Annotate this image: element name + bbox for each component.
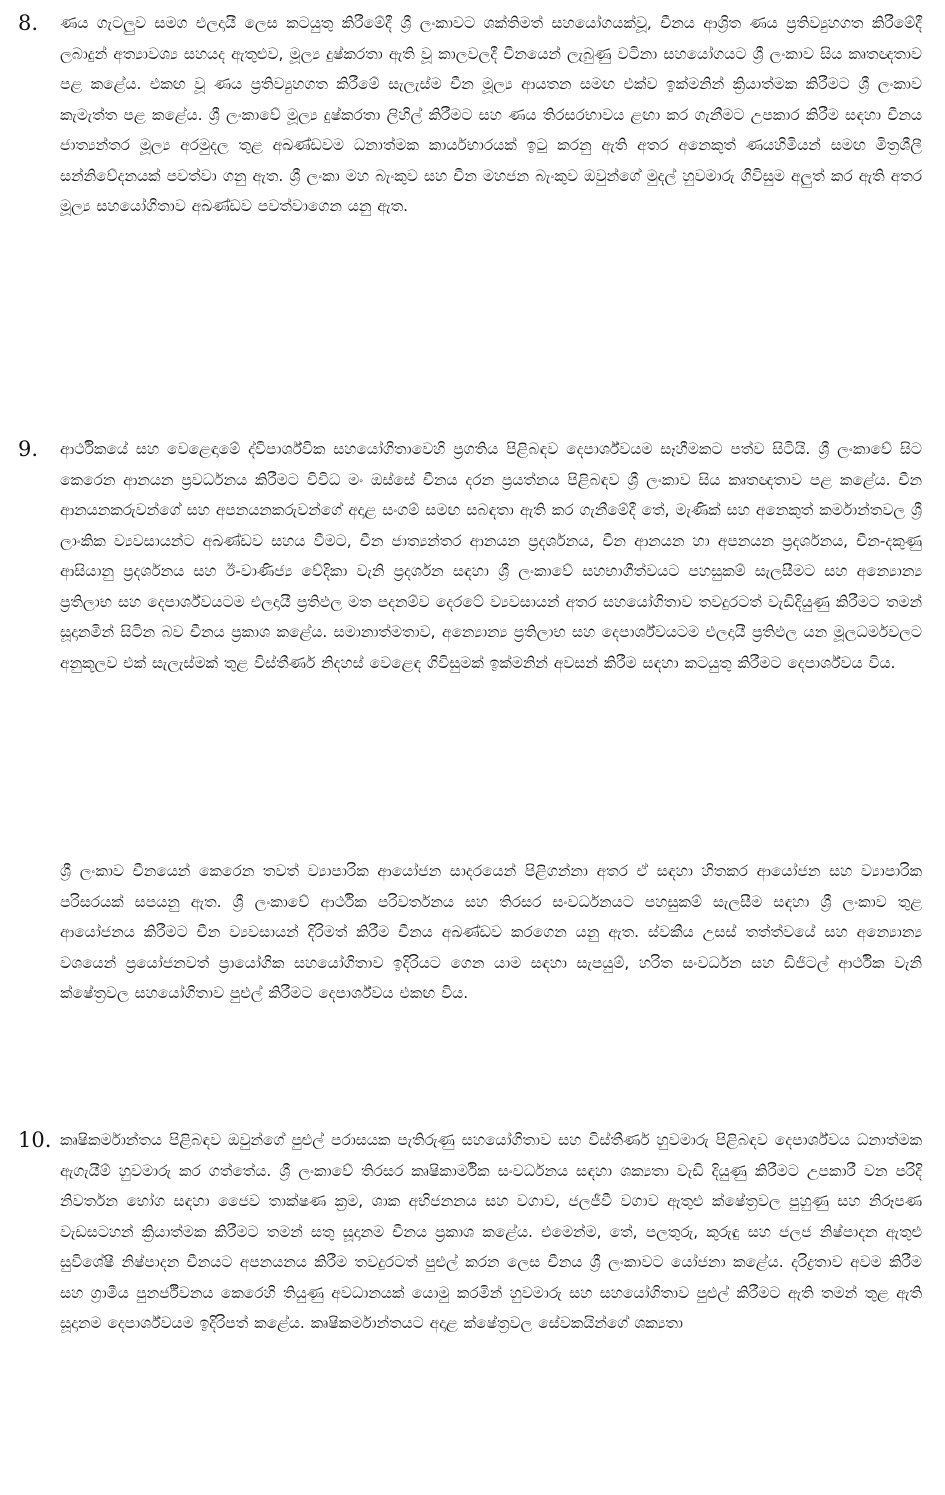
paragraph-text: ණය ගැටලුව සමග එලදායී ලෙස කටයුතු කිරීමේදී ශ්‍රී ලංකාවට ශක්තිමත් සහයෝගයක්වූ, චීනය ආශ්‍රිත ණය ප්‍රතිව්‍යුහගත කිරීමේදී ලබාදුන් අත්‍යාවශ්‍ය සහයද ඇතුළුව, මූල්‍ය දුෂ්කරතා ඇති වූ කාලවලදී චීනයෙන් ලැබුණු වටිනා සහයෝගයට ශ්‍රී ලංකාව සිය කෘතඥතාව පළ කළේය. එකඟ වූ ණය ප්‍රතිව්‍යුහගත කිරීමේ සැලැස්ම චීන මූල්‍ය ආයතන සමඟ එක්ව ඉක්මනින් ක්‍රියාත්මක කිරීමට ශ්‍රී ලංකාව කැමැත්ත පළ කළේය. ශ්‍රී ලංකාවේ මූල්‍ය දුෂ්කරතා ලිහිල් කිරීමට සහ ණය තිරසරභාවය ළඟා කර ගැනීමට උපකාර කිරීම සඳහා චීනය ජාත්‍යන්තර මූල්‍ය අරමුදල තුළ අඛණ්ඩවම ධනාත්මක කාර්යභාරයක් ඉටු කරනු ඇති අතර අනෙකුත් ණයහිමියන් සමඟ මිත්‍රශීලී සන්නිවේදනයක් පවත්වා ගනු ඇත. ශ්‍රී ලංකා මහ බැංකුව සහ චීන මහජන බැංකුව ඔවුන්ගේ මුදල් හුවමාරු ගිවිසුම අලුත් කර ඇති අතර මූල්‍ය සහයෝගිතාව අඛණ්ඩව පවත්වාගෙන යනු ඇත. — [60, 14, 922, 215]
paragraph-number: 9. — [18, 437, 39, 461]
paragraph-text: ආර්ථිකයේ සහ වෙළෙඳාමේ ද්විපාර්ශ්වික සහයෝගිතාවෙහි ප්‍රගතිය පිළිබඳව දෙපාර්ශ්වයම සෑහීමකට පත්ව සිටියි. ශ්‍රී ලංකාවේ සිට කෙරෙන ආනයන ප්‍රවර්ධනය කිරීමට විවිධ මං ඔස්සේ චීනය දරන ප්‍රයත්නය පිළිබඳව ශ්‍රී ලංකාව සිය කෘතඥතාව පළ කළේය. චීන ආනයනකරුවන්ගේ සහ අපනයනකරුවන්ගේ අදාළ සංගම් සමඟ සබඳතා ඇති කර ගැනීමේදී තේ, මැණික් සහ අනෙකුත් කර්මාන්තවල ශ්‍රී ලාංකික ව්‍යවසායන්ට අඛණ්ඩව සහය වීමට, චීන ජාත්‍යන්තර ආනයන ප්‍රදර්ශනය, චීන ආනයන හා අපනයන ප්‍රදර්ශනය, චීන-දකුණු ආසියානු ප්‍රදර්ශනය සහ ඊ-වාණිජ්‍ය වේදිකා වැනි ප්‍රදර්ශන සඳහා ශ්‍රී ලංකාවේ සහභාගීත්වයට පහසුකම් සැලසීමට සහ අන්‍යොන්‍ය ප්‍රතිලාභ සහ දෙපාර්ශ්වයටම එලදායී ප්‍රතිඵල මත පදනම්ව දෙරටේ ව්‍යවසායන් අතර සහයෝගිතාව තවදුරටත් වැඩිදියුණු කිරීමට තමන් සූදානමින් සිටින බව චීනය ප්‍රකාශ කළේය. සමානාත්මතාව, අන්‍යොන්‍ය ප්‍රතිලාභ සහ දෙපාර්ශ්වයටම එලදායී ප්‍රතිඵල යන මූලධර්මවලට අනුකූලව එක් සැලැස්මක් තුළ විස්තීර්ණ නිදහස් වෙළෙඳ ගිවිසුමක් ඉක්මනින් අවසන් කිරීම සඳහා කටයුතු කිරීමට දෙපාර්ශ්වය විය. — [60, 440, 922, 672]
paragraph-number: 8. — [18, 11, 39, 35]
paragraph-text: කෘෂිකර්මාන්තය පිළිබඳව ඔවුන්ගේ පුළුල් පරාසයක පැතිරුණු සහයෝගිතාව සහ විස්තීර්ණ හුවමාරු පිළිබඳව දෙපාර්ශ්වය ධනාත්මක ඇගැයීම් හුවමාරු කර ගත්තේය. ශ්‍රී ලංකාවේ තිරසර කෘෂිකාර්මික සංවර්ධනය සඳහා ශක්‍යතා වැඩි දියුණු කිරීමට උපකාරී වන පරිදි නිවර්තන භෝග සඳහා ජෛව තාක්ෂණ ක්‍රම, ශාක අභිජනනය සහ වගාව, ජලජීවී වගාව ඇතුළු ක්ෂේත්‍රවල පුහුණු සහ නිරූපණ වැඩසටහන් ක්‍රියාත්මක කිරීමට තමන් සතු සූදානම චීනය ප්‍රකාශ කළේය. එමෙන්ම, තේ, පලතුරු, කුරුඳු සහ ජලජ නිෂ්පාදන ඇතුළු සුවිශේෂී නිෂ්පාදන චීනයට අපනයනය කිරීම තවදුරටත් පුළුල් කරන ලෙස චීනය ශ්‍රී ලංකාවට යෝජනා කළේය. දරිද්‍රතාව අවම කිරීම සහ ග්‍රාමීය පුනර්ජීවනය කෙරෙහි තියුණු අවධානයක් යොමු කරමින් හුවමාරු සහ සහයෝගිතාව පුළුල් කිරීමට ඇති තමන් තුළ ඇති සූදානම දෙපාර්ශ්වයම ඉදිරිපත් කළේය. කෘෂිකර්මාන්තයට අදාළ ක්ෂේත්‍රවල සේවකයින්ගේ ශක්‍යතා — [60, 1131, 922, 1332]
paragraph-number: 10. — [18, 1128, 52, 1152]
paragraph-text: ශ්‍රී ලංකාව චීනයෙන් කෙරෙන තවත් ව්‍යාපාරික ආයෝජන සාදරයෙන් පිළිගන්නා අතර ඒ සඳහා හිතකර ආයෝජන සහ ව්‍යාපාරික පරිසරයක් සපයනු ඇත. ශ්‍රී ලංකාවේ ආර්ථික පරිවර්තනය සහ තිරසර සංවර්ධනයට පහසුකම් සැලසීම සඳහා ශ්‍රී ලංකාව තුළ ආයෝජනය කිරීමට චීන ව්‍යවසායන් දිරිමත් කිරීම චීනය අඛණ්ඩව කරගෙන යනු ඇත. ස්වකීය උසස් තත්ත්වයේ සහ අන්‍යොන්‍ය වශයෙන් ප්‍රයෝජනවත් ප්‍රායෝගික සහයෝගිතාව ඉදිරියට ගෙන යාම සඳහා සැපයුම්, හරිත සංවර්ධන සහ ඩිජිටල් ආර්ථික වැනි ක්ෂේත්‍රවල සහයෝගිතාව පුළුල් කිරීමට දෙපාර්ශ්වය එකඟ විය. — [60, 862, 922, 1002]
